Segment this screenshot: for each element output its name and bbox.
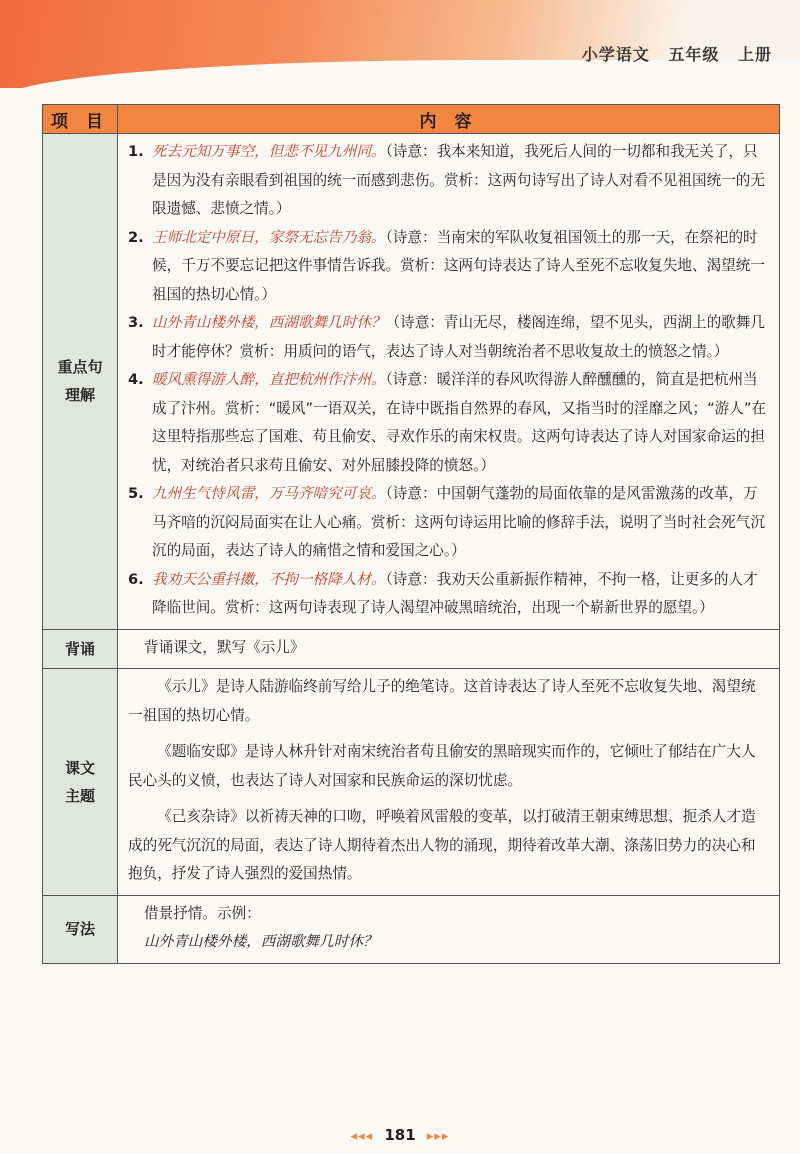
- poem-quote: 暖风熏得游人醉，直把杭州作汴州。: [152, 371, 386, 388]
- right-arrows-icon: ▸▸▸: [426, 1129, 450, 1144]
- label-theme-line2: 主题: [64, 786, 95, 805]
- item-number: 4.: [128, 371, 144, 388]
- list-item: [128, 138, 769, 224]
- item-explanation: （诗意：我劝天公重新振作精神，不拘一格，让更多的人才降临世间。赏析：这两句诗表现了诗人渴望冲破黑暗统治，出现一个崭新世界的愿望。）: [152, 570, 758, 616]
- theme-paragraph: 《题临安邸》是诗人林升针对南宋统治者苟且偷安的黑暗现实而作的，它倾吐了郁结在广大人民心头的义愤，也表达了诗人对国家和民族命运的深切忧虑。: [128, 743, 756, 789]
- list-item: [128, 224, 769, 310]
- item-number: 6.: [128, 570, 144, 588]
- item-explanation: （诗意：我本来知道，我死后人间的一切都和我无关了，只是因为没有亲眼看到祖国的统一而感到悲伤。赏析：这两句诗写出了诗人对看不见祖国统一的无限遗憾、悲愤之情。）: [152, 143, 765, 217]
- col-header-content: 内 容: [118, 105, 780, 134]
- theme-paragraph: 《示儿》是诗人陆游临终前写给儿子的绝笔诗。这首诗表达了诗人至死不忘收复失地、渴望统一祖国的热切心情。: [128, 678, 756, 724]
- list-item: [128, 366, 769, 480]
- book-header: [570, 42, 772, 65]
- label-key-sentences: [43, 134, 118, 630]
- row-writing: [43, 895, 780, 963]
- item-number: 1.: [128, 143, 144, 160]
- content-recite: [118, 629, 780, 669]
- row-recite: [43, 629, 780, 669]
- header-volume: 上册: [737, 45, 772, 64]
- poem-quote: 死去元知万事空，但悲不见九州同。: [152, 143, 386, 160]
- left-arrows-icon: ◂◂◂: [350, 1129, 374, 1144]
- item-explanation: （诗意：青山无尽，楼阁连绵，望不见头，西湖上的歌舞几时才能停休？赏析：用质问的语气，表达了诗人对当朝统治者不思收复故土的愤怒之情。）: [152, 314, 765, 360]
- label-key-sentences-line1: 重点句: [57, 358, 103, 377]
- row-key-sentences: [43, 134, 780, 630]
- header-grade: 五年级: [668, 45, 720, 64]
- theme-paragraph: 《己亥杂诗》以祈祷天神的口吻，呼唤着风雷般的变革，以打破清王朝束缚思想、扼杀人才造成的死气沉沉的局面，表达了诗人期待着杰出人物的涌现，期待着改革大潮、涤荡旧势力的决心和抱负，抒发了诗人强烈的爱国热情。: [128, 808, 756, 882]
- poem-quote: 王师北定中原日，家祭无忘告乃翁。: [152, 228, 386, 246]
- poem-quote: 九州生气恃风雷，万马齐喑究可哀。: [152, 485, 386, 502]
- item-explanation: （诗意：中国朝气蓬勃的局面依靠的是风雷激荡的改革，万马齐喑的沉闷局面实在让人心痛。赏析：这两句诗运用比喻的修辞手法，说明了当时社会死气沉沉的局面，表达了诗人的痛惜之情和爱国之心。）: [152, 485, 765, 559]
- label-key-sentences-line2: 理解: [64, 386, 95, 405]
- item-number: 3.: [128, 314, 144, 331]
- item-explanation: （诗意：暖洋洋的春风吹得游人醉醺醺的，简直是把杭州当成了汴州。赏析：“暖风”一语双关，在诗中既指自然界的春风，又指当时的淫靡之风；“游人”在这里特指那些忘了国难、苟且偷安、寻欢作乐的南宋权贵。这两句诗表达了诗人对国家命运的担忧，对统治者只求苟且偷安、对外屈膝投降的愤怒。）: [152, 371, 766, 474]
- list-item: [128, 309, 769, 366]
- item-explanation: （诗意：当南宋的军队收复祖国领土的那一天，在祭祀的时候，千万不要忘记把这件事情告诉我。赏析：这两句诗表达了诗人至死不忘收复失地、渴望统一祖国的热切心情。）: [152, 228, 765, 303]
- list-item: [128, 566, 769, 623]
- header-subject: 小学语文: [581, 45, 650, 64]
- content-writing: [118, 895, 780, 963]
- writing-method: 借景抒情。示例：: [144, 904, 261, 922]
- table-header-row: [43, 105, 780, 134]
- label-writing: 写法: [43, 895, 118, 963]
- recite-text: 背诵课文，默写《示儿》: [144, 638, 305, 656]
- content-key-sentences: [118, 134, 780, 630]
- writing-example: 山外青山楼外楼，西湖歌舞几时休？: [144, 933, 378, 950]
- poem-quote: 我劝天公重抖擞，不拘一格降人材。: [152, 570, 386, 588]
- list-item: [128, 480, 769, 566]
- content-theme: [118, 669, 780, 896]
- page-footer: [0, 1126, 800, 1144]
- label-theme-line1: 课文: [64, 758, 95, 777]
- label-theme: [43, 669, 118, 896]
- row-theme: [43, 669, 780, 896]
- summary-table: [42, 104, 780, 964]
- label-recite: 背诵: [43, 629, 118, 669]
- item-number: 2.: [128, 228, 144, 246]
- page-number: 181: [384, 1126, 416, 1144]
- col-header-item: 项 目: [43, 105, 118, 134]
- poem-quote: 山外青山楼外楼，西湖歌舞几时休？: [152, 314, 386, 331]
- item-number: 5.: [128, 485, 144, 502]
